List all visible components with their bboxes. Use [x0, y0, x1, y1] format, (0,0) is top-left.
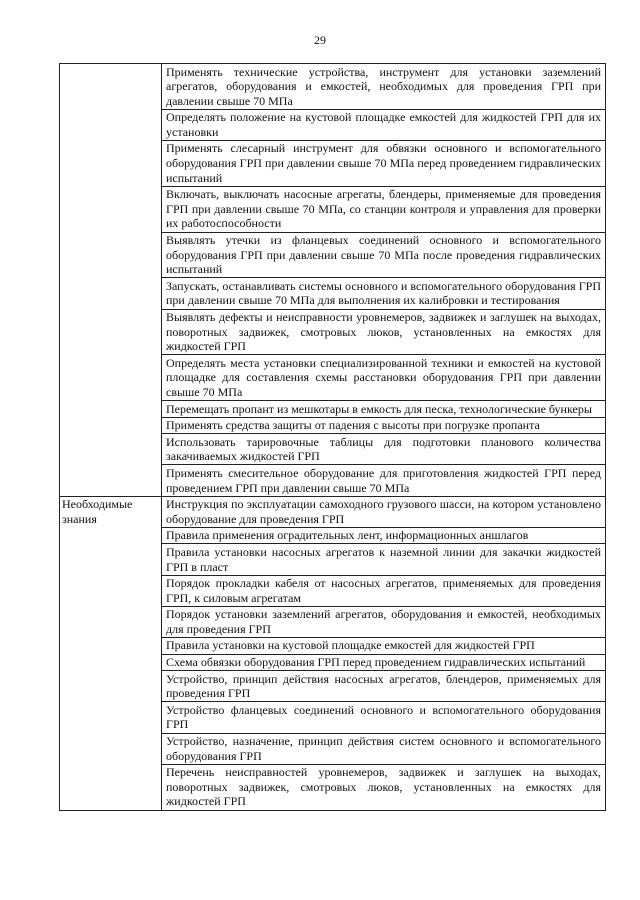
knowledge-item: Порядок установки заземлений агрегатов, оборудования и емкостей, необходимых для проведения ГРП [162, 606, 606, 637]
skill-item: Запускать, останавливать системы основного и вспомогательного оборудования ГРП при давлении свыше 70 МПа для выполнения их калибровки и тестирования [162, 278, 606, 309]
skill-item: Использовать тарировочные таблицы для подготовки планового количества закачиваемых жидкостей ГРП [162, 434, 606, 465]
skill-item: Перемещать пропант из мешкотары в емкость для песка, технологические бункеры [162, 401, 606, 418]
knowledge-item: Правила установки насосных агрегатов к наземной линии для закачки жидкостей ГРП в пласт [162, 544, 606, 575]
table-row [60, 64, 606, 110]
skill-item: Применять слесарный инструмент для обвязки основного и вспомогательного оборудования ГРП при давлении свыше 70 МПа перед проведением гидравлических испытаний [162, 140, 606, 186]
knowledge-item: Устройство, назначение, принцип действия систем основного и вспомогательного оборудования ГРП [162, 733, 606, 764]
skill-item: Включать, выключать насосные агрегаты, блендеры, применяемые для проведения ГРП при давлении свыше 70 МПа, со станции контроля и управления для проверки их работоспособности [162, 186, 606, 232]
skill-item: Применять средства защиты от падения с высоты при погрузке пропанта [162, 417, 606, 434]
page-number: 29 [314, 33, 326, 47]
skill-item: Применять технические устройства, инструмент для установки заземлений агрегатов, оборудования и емкостей, необходимых для проведения ГРП при давлении свыше 70 МПа [162, 64, 606, 110]
knowledge-item: Схема обвязки оборудования ГРП перед проведением гидравлических испытаний [162, 654, 606, 671]
knowledge-item: Правила применения оградительных лент, информационных аншлагов [162, 527, 606, 544]
skill-item: Определять места установки специализированной техники и емкостей на кустовой площадке для составления схемы расстановки оборудования ГРП при давлении свыше 70 МПа [162, 355, 606, 401]
knowledge-item: Перечень неисправностей уровнемеров, задвижек и заглушек на выходах, поворотных задвижек, смотровых люков, установленных на емкостях для жидкостей ГРП [162, 764, 606, 810]
skill-item: Выявлять дефекты и неисправности уровнемеров, задвижек и заглушек на выходах, поворотных задвижек, смотровых люков, установленных на емкостях для жидкостей ГРП [162, 309, 606, 355]
skill-item: Определять положение на кустовой площадке емкостей для жидкостей ГРП для их установки [162, 109, 606, 140]
knowledge-item: Правила установки на кустовой площадке емкостей для жидкостей ГРП [162, 637, 606, 654]
skill-item: Выявлять утечки из фланцевых соединений основного и вспомогательного оборудования ГРП при давлении свыше 70 МПа после проведения гидравлических испытаний [162, 232, 606, 278]
knowledge-item: Устройство фланцевых соединений основного и вспомогательного оборудования ГРП [162, 702, 606, 733]
knowledge-item: Инструкция по эксплуатации самоходного грузового шасси, на котором установлено оборудование для проведения ГРП [162, 496, 606, 527]
table-row [60, 496, 606, 527]
skill-item: Применять смесительное оборудование для приготовления жидкостей ГРП перед проведением ГРП при давлении свыше 70 МПа [162, 465, 606, 496]
knowledge-item: Устройство, принцип действия насосных агрегатов, блендеров, применяемых для проведения ГРП [162, 671, 606, 702]
knowledge-label: Необходимые знания [60, 496, 162, 810]
knowledge-item: Порядок прокладки кабеля от насосных агрегатов, применяемых для проведения ГРП, к силовым агрегатам [162, 575, 606, 606]
skills-label [60, 64, 162, 497]
requirements-table [59, 63, 606, 811]
